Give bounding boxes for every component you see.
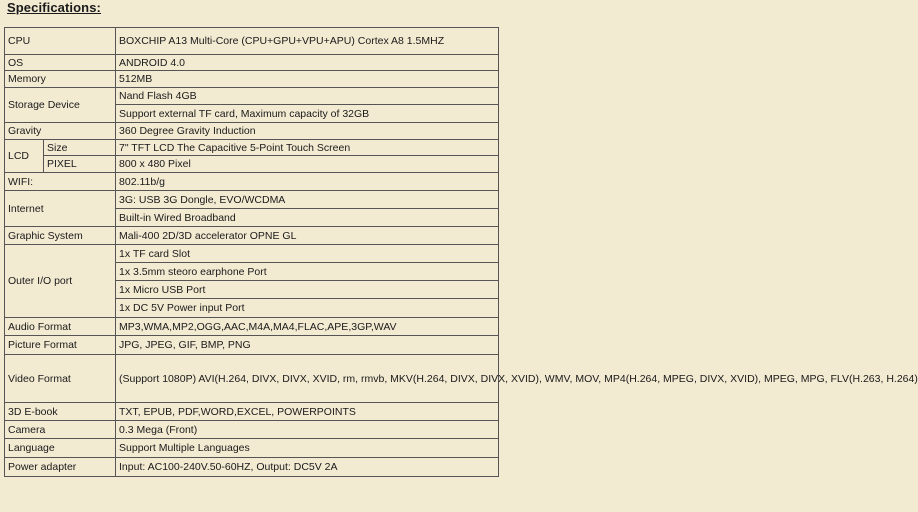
spec-value-os: ANDROID 4.0	[116, 55, 499, 71]
table-row-internet	[5, 191, 499, 209]
spec-value-lcd-pixel: 800 x 480 Pixel	[116, 156, 499, 173]
spec-value-power: Input: AC100-240V.50-60HZ, Output: DC5V 2A	[116, 458, 499, 477]
table-row-graphic	[5, 227, 499, 245]
spec-value-gravity: 360 Degree Gravity Induction	[116, 123, 499, 140]
spec-value-graphic: Mali-400 2D/3D accelerator OPNE GL	[116, 227, 499, 245]
table-row-wifi	[5, 173, 499, 191]
spec-value-outer-io-4: 1x DC 5V Power input Port	[116, 299, 499, 318]
table-row-lcd-pixel	[5, 156, 499, 173]
spec-label-gravity: Gravity	[5, 123, 116, 140]
spec-value-cpu: BOXCHIP A13 Multi-Core (CPU+GPU+VPU+APU) Cortex A8 1.5MHZ	[116, 28, 499, 55]
table-row-lcd-size	[5, 140, 499, 156]
table-row-gravity	[5, 123, 499, 140]
spec-sublabel-lcd-size: Size	[44, 140, 116, 156]
spec-label-outer-io: Outer I/O port	[5, 245, 116, 318]
spec-label-picture: Picture Format	[5, 336, 116, 355]
table-row-power	[5, 458, 499, 477]
spec-label-audio: Audio Format	[5, 318, 116, 336]
specifications-heading: Specifications:	[7, 0, 101, 15]
spec-label-video: Video Format	[5, 355, 116, 403]
spec-value-lcd-size: 7" TFT LCD The Capacitive 5-Point Touch Screen	[116, 140, 499, 156]
table-row-camera	[5, 421, 499, 439]
spec-label-lcd: LCD	[5, 140, 44, 173]
spec-value-video: (Support 1080P) AVI(H.264, DIVX, DIVX, XVID, rm, rmvb, MKV(H.264, DIVX, DIVX, XVID), WMV, MOV, MP4(H.264, MPEG, DIVX, XVID), MPEG, MPG, FLV(H.263, H.264)	[116, 355, 499, 403]
spec-sublabel-lcd-pixel: PIXEL	[44, 156, 116, 173]
spec-value-storage-1: Nand Flash 4GB	[116, 88, 499, 105]
spec-value-memory: 512MB	[116, 71, 499, 88]
spec-label-wifi: WIFI:	[5, 173, 116, 191]
spec-value-storage-2: Support external TF card, Maximum capacity of 32GB	[116, 105, 499, 123]
spec-label-graphic: Graphic System	[5, 227, 116, 245]
spec-label-ebook: 3D E-book	[5, 403, 116, 421]
spec-label-memory: Memory	[5, 71, 116, 88]
spec-label-internet: Internet	[5, 191, 116, 227]
table-row-os	[5, 55, 499, 71]
spec-value-ebook: TXT, EPUB, PDF,WORD,EXCEL, POWERPOINTS	[116, 403, 499, 421]
table-row-storage	[5, 88, 499, 105]
table-row-ebook	[5, 403, 499, 421]
spec-value-internet-2: Built-in Wired Broadband	[116, 209, 499, 227]
spec-value-camera: 0.3 Mega (Front)	[116, 421, 499, 439]
spec-value-wifi: 802.11b/g	[116, 173, 499, 191]
table-row-audio	[5, 318, 499, 336]
table-row-outer-io	[5, 245, 499, 263]
table-row-video	[5, 355, 499, 403]
table-row-picture	[5, 336, 499, 355]
spec-value-outer-io-1: 1x TF card Slot	[116, 245, 499, 263]
spec-value-audio: MP3,WMA,MP2,OGG,AAC,M4A,MA4,FLAC,APE,3GP,WAV	[116, 318, 499, 336]
spec-value-outer-io-3: 1x Micro USB Port	[116, 281, 499, 299]
spec-value-language: Support Multiple Languages	[116, 439, 499, 458]
spec-label-storage: Storage Device	[5, 88, 116, 123]
spec-label-os: OS	[5, 55, 116, 71]
spec-label-camera: Camera	[5, 421, 116, 439]
specifications-table	[4, 27, 918, 477]
spec-value-picture: JPG, JPEG, GIF, BMP, PNG	[116, 336, 499, 355]
spec-label-language: Language	[5, 439, 116, 458]
table-row-language	[5, 439, 499, 458]
spec-value-internet-1: 3G: USB 3G Dongle, EVO/WCDMA	[116, 191, 499, 209]
table-row-cpu	[5, 28, 499, 55]
spec-label-power: Power adapter	[5, 458, 116, 477]
spec-value-outer-io-2: 1x 3.5mm steoro earphone Port	[116, 263, 499, 281]
spec-label-cpu: CPU	[5, 28, 116, 55]
table-row-memory	[5, 71, 499, 88]
